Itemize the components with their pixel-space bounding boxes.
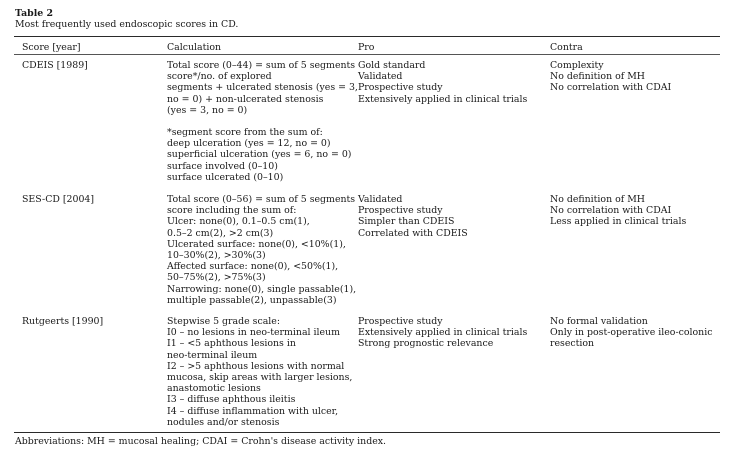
header-pro: Pro [358, 42, 375, 53]
calc-line: I3 – diffuse aphthous ileitis [167, 394, 296, 406]
calc-line: 0.5–2 cm(2), >2 cm(3) [167, 227, 274, 239]
pro-item: Validated [358, 71, 403, 83]
contra-item: Less applied in clinical trials [550, 216, 687, 228]
contra-item: No definition of MH [550, 71, 645, 83]
pro-item: Prospective study [358, 82, 443, 94]
calc-line: Narrowing: none(0), single passable(1), [167, 283, 357, 295]
calc-line: score including the sum of: [167, 205, 297, 217]
calc-line: neo-terminal ileum [167, 349, 258, 361]
header-rule [14, 54, 720, 55]
calc-line: Total score (0–56) = sum of 5 segments [167, 194, 356, 205]
table-title: Most frequently used endoscopic scores in CD. [15, 19, 239, 31]
row-calculation-rutgeerts [167, 316, 352, 428]
calc-line: score*/no. of explored [167, 71, 272, 83]
calc-line: surface ulcerated (0–10) [167, 171, 284, 183]
calc-line: deep ulceration (yes = 12, no = 0) [167, 138, 331, 150]
pro-item: Extensively applied in clinical trials [358, 93, 528, 105]
row-contra-rutgeerts [550, 316, 712, 350]
calc-line: mucosa, skip areas with larger lesions, [167, 372, 353, 384]
row-score-cdeis: CDEIS [1989] [22, 60, 88, 71]
row-score-ses-cd: SES-CD [2004] [22, 194, 95, 205]
contra-item: resection [550, 338, 595, 350]
calc-line: I0 – no lesions in neo-terminal ileum [167, 327, 340, 339]
calc-line: superficial ulceration (yes = 6, no = 0) [167, 149, 352, 161]
header-score: Score [year] [22, 42, 81, 53]
calc-line: (yes = 3, no = 0) [167, 104, 248, 116]
header-contra: Contra [550, 42, 583, 53]
calc-line: surface involved (0–10) [167, 160, 278, 172]
table-caption [15, 8, 238, 30]
calc-line: Total score (0–44) = sum of 5 segments [167, 60, 356, 71]
contra-item: No correlation with CDAI [550, 205, 672, 217]
row-calculation-cdeis [167, 60, 358, 183]
calc-line: Ulcerated surface: none(0), <10%(1), [167, 238, 346, 250]
row-contra-cdeis [550, 60, 671, 94]
header-calculation: Calculation [167, 42, 222, 53]
table-label: Table 2 [15, 8, 54, 19]
calc-line: Stepwise 5 grade scale: [167, 316, 281, 327]
pro-item: Extensively applied in clinical trials [358, 327, 528, 339]
calc-line: anastomotic lesions [167, 383, 261, 395]
calc-line: Affected surface: none(0), <50%(1), [167, 261, 339, 273]
calc-spacer [167, 116, 358, 127]
calc-line: 50–75%(2), >75%(3) [167, 272, 266, 284]
row-score-rutgeerts: Rutgeerts [1990] [22, 316, 104, 327]
row-pro-ses-cd [358, 194, 468, 239]
calc-line: nodules and/or stenosis [167, 416, 280, 428]
calc-line: I1 – <5 aphthous lesions in [167, 338, 296, 350]
contra-item: No formal validation [550, 316, 648, 327]
pro-item: Strong prognostic relevance [358, 338, 494, 350]
pro-item: Correlated with CDEIS [358, 227, 468, 239]
table-footnote: Abbreviations: MH = mucosal healing; CDAI = Crohn's disease activity index. [15, 436, 387, 447]
bottom-rule [14, 432, 720, 433]
calc-line: multiple passable(2), unpassable(3) [167, 294, 337, 306]
calc-line: 10–30%(2), >30%(3) [167, 250, 266, 262]
pro-item: Prospective study [358, 205, 443, 217]
pro-item: Prospective study [358, 316, 443, 327]
calc-line: *segment score from the sum of: [167, 127, 323, 139]
row-contra-ses-cd [550, 194, 686, 228]
calc-line: I4 – diffuse inflammation with ulcer, [167, 405, 339, 417]
pro-item: Validated [358, 194, 403, 205]
contra-item: Only in post-operative ileo-colonic [550, 327, 713, 339]
calc-line: segments + ulcerated stenosis (yes = 3, [167, 82, 358, 94]
row-calculation-ses-cd [167, 194, 356, 306]
calc-line: no = 0) + non-ulcerated stenosis [167, 93, 324, 105]
pro-item: Simpler than CDEIS [358, 216, 455, 228]
contra-item: Complexity [550, 60, 604, 71]
calc-line: I2 – >5 aphthous lesions with normal [167, 360, 345, 372]
contra-item: No correlation with CDAI [550, 82, 672, 94]
top-rule [14, 36, 720, 37]
row-pro-cdeis [358, 60, 527, 105]
contra-item: No definition of MH [550, 194, 645, 205]
pro-item: Gold standard [358, 60, 426, 71]
calc-line: Ulcer: none(0), 0.1–0.5 cm(1), [167, 216, 310, 228]
row-pro-rutgeerts [358, 316, 527, 350]
